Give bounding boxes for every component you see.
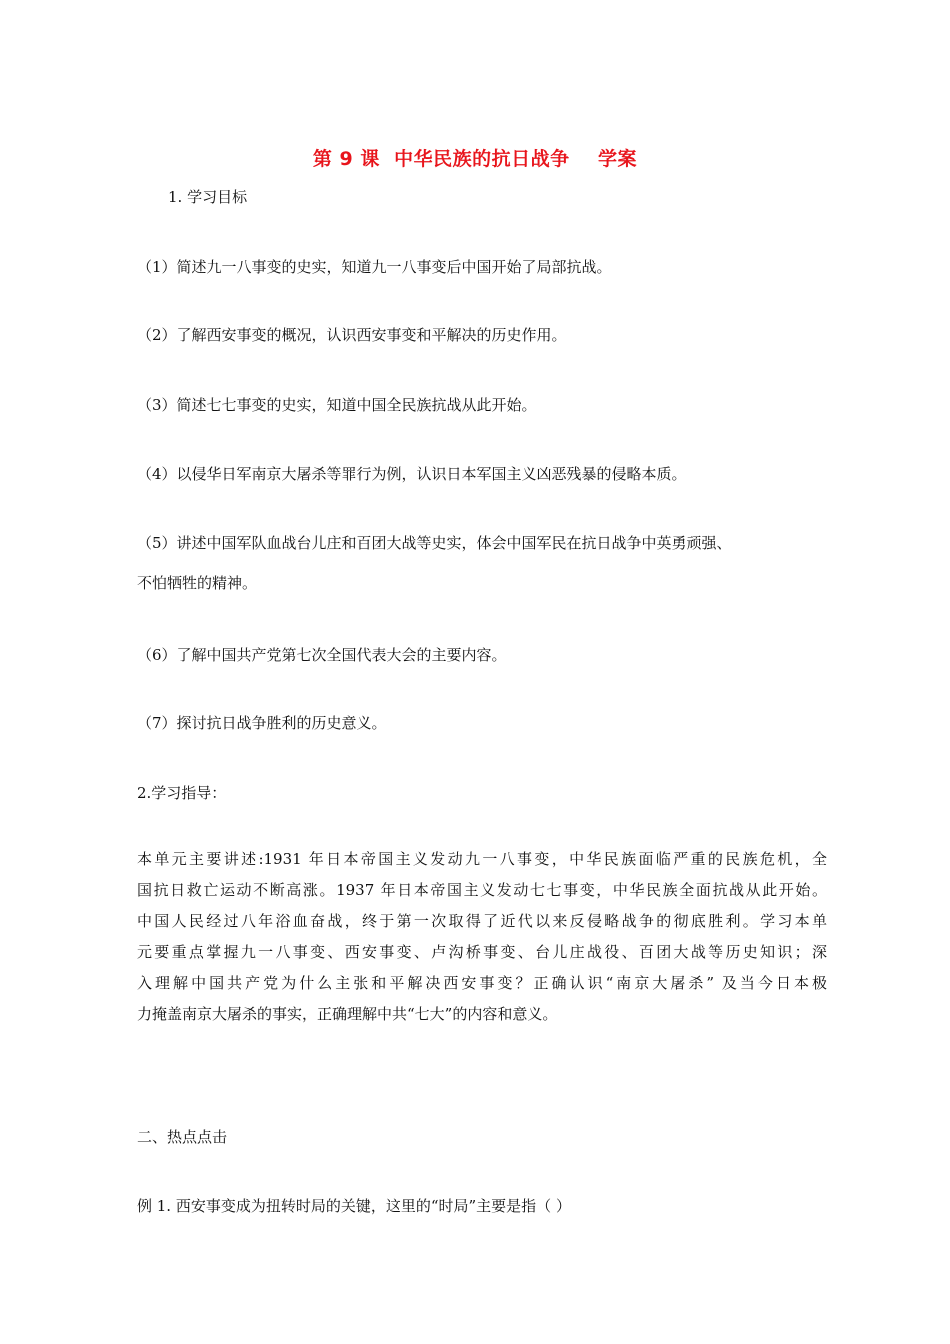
objective-item: （4）以侵华日军南京大屠杀等罪行为例，认识日本军国主义凶恶残暴的侵略本质。 (137, 465, 687, 483)
guidance-line: 入理解中国共产党为什么主张和平解决西安事变？正确认识“南京大屠杀” 及当今日本极 (137, 974, 827, 992)
guidance-line: 元要重点掌握九一八事变、西安事变、卢沟桥事变、台儿庄战役、百团大战等历史知识；深 (137, 943, 827, 961)
guidance-line: 中国人民经过八年浴血奋战，终于第一次取得了近代以来反侵略战争的彻底胜利。学习本单 (137, 912, 827, 930)
objective-item-continuation: 不怕牺牲的精神。 (137, 574, 258, 592)
section-heading-guidance: 2.学习指导： (137, 784, 227, 802)
objective-item: （1）简述九一八事变的史实，知道九一八事变后中国开始了局部抗战。 (137, 258, 612, 276)
objective-item: （5）讲述中国军队血战台儿庄和百团大战等史实，体会中国军民在抗日战争中英勇顽强、 (137, 534, 732, 552)
section-heading-hotspots: 二、热点点击 (137, 1128, 228, 1146)
objective-item: （6）了解中国共产党第七次全国代表大会的主要内容。 (137, 646, 507, 664)
guidance-paragraph (137, 844, 827, 1030)
guidance-line: 本单元主要讲述:1931 年日本帝国主义发动九一八事变，中华民族面临严重的民族危机，全 (137, 850, 827, 868)
objective-item: （2）了解西安事变的概况，认识西安事变和平解决的历史作用。 (137, 326, 567, 344)
document-title: 第 9 课 中华民族的抗日战争 学案 (312, 148, 638, 170)
guidance-line: 力掩盖南京大屠杀的事实，正确理解中共“七大”的内容和意义。 (137, 1005, 558, 1023)
example-question: 例 1. 西安事变成为扭转时局的关键，这里的“时局”主要是指（ ） (137, 1197, 571, 1215)
objective-item: （3）简述七七事变的史实，知道中国全民族抗战从此开始。 (137, 396, 537, 414)
section-heading-learning-goals: 1. 学习目标 (168, 188, 248, 206)
objective-item: （7）探讨抗日战争胜利的历史意义。 (137, 714, 387, 732)
guidance-line: 国抗日救亡运动不断高涨。1937 年日本帝国主义发动七七事变，中华民族全面抗战从此开始。 (137, 881, 827, 899)
